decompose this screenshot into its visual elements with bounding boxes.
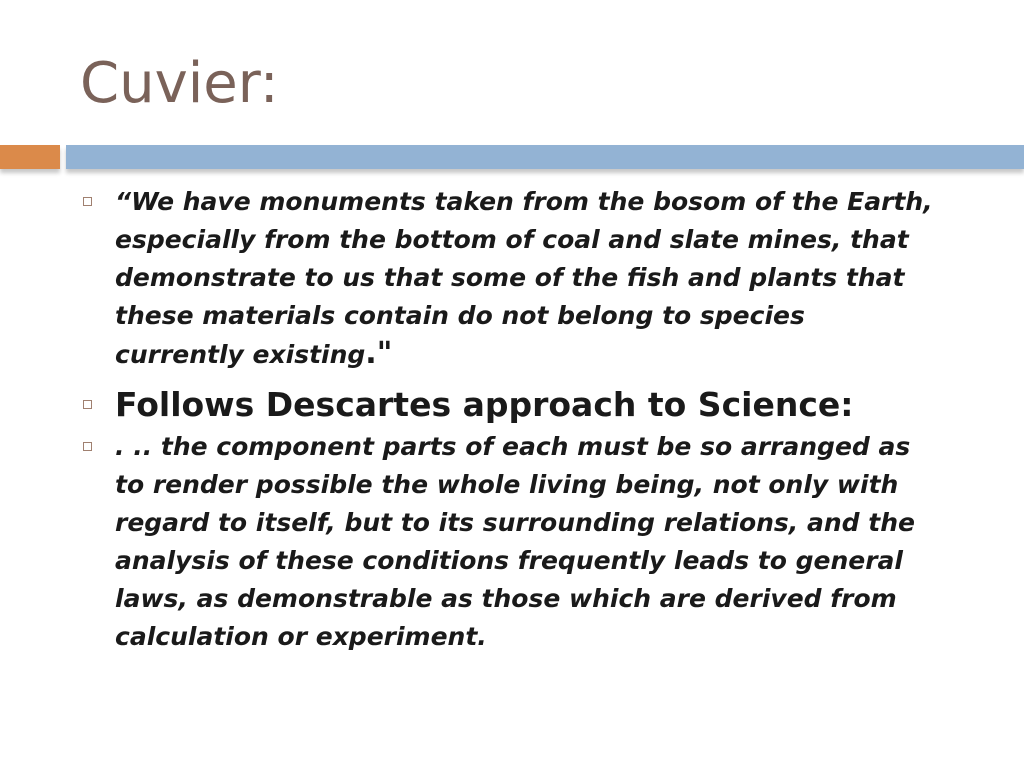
blue-accent-bar — [66, 145, 1024, 169]
slide-title: Cuvier: — [80, 51, 279, 116]
quote-text-block — [115, 183, 980, 374]
excerpt-text: . .. the component parts of each must be so arranged as to render possible the whole living being, not only with regard to itself, but to its surrounding relations, and the analysis of these conditions frequently leads to general laws, as demonstrable as those which are derived from calculation or experiment. — [115, 432, 915, 651]
bullet-item-quote — [80, 183, 980, 374]
descartes-heading: Follows Descartes approach to Science: — [115, 385, 854, 424]
bullet-list — [80, 183, 980, 656]
square-bullet-icon — [83, 400, 92, 409]
quote-closing-mark: ." — [365, 336, 393, 371]
orange-accent-bar — [0, 145, 60, 169]
square-bullet-icon — [83, 197, 92, 206]
bullet-item-excerpt — [80, 428, 980, 656]
bullet-item-heading — [80, 382, 980, 428]
quote-text: “We have monuments taken from the bosom of the Earth, especially from the bottom of coal and slate mines, that demonstrate to us that some of the fish and plants that these materials contain do not belong to species currently existing — [115, 187, 933, 369]
square-bullet-icon — [83, 442, 92, 451]
